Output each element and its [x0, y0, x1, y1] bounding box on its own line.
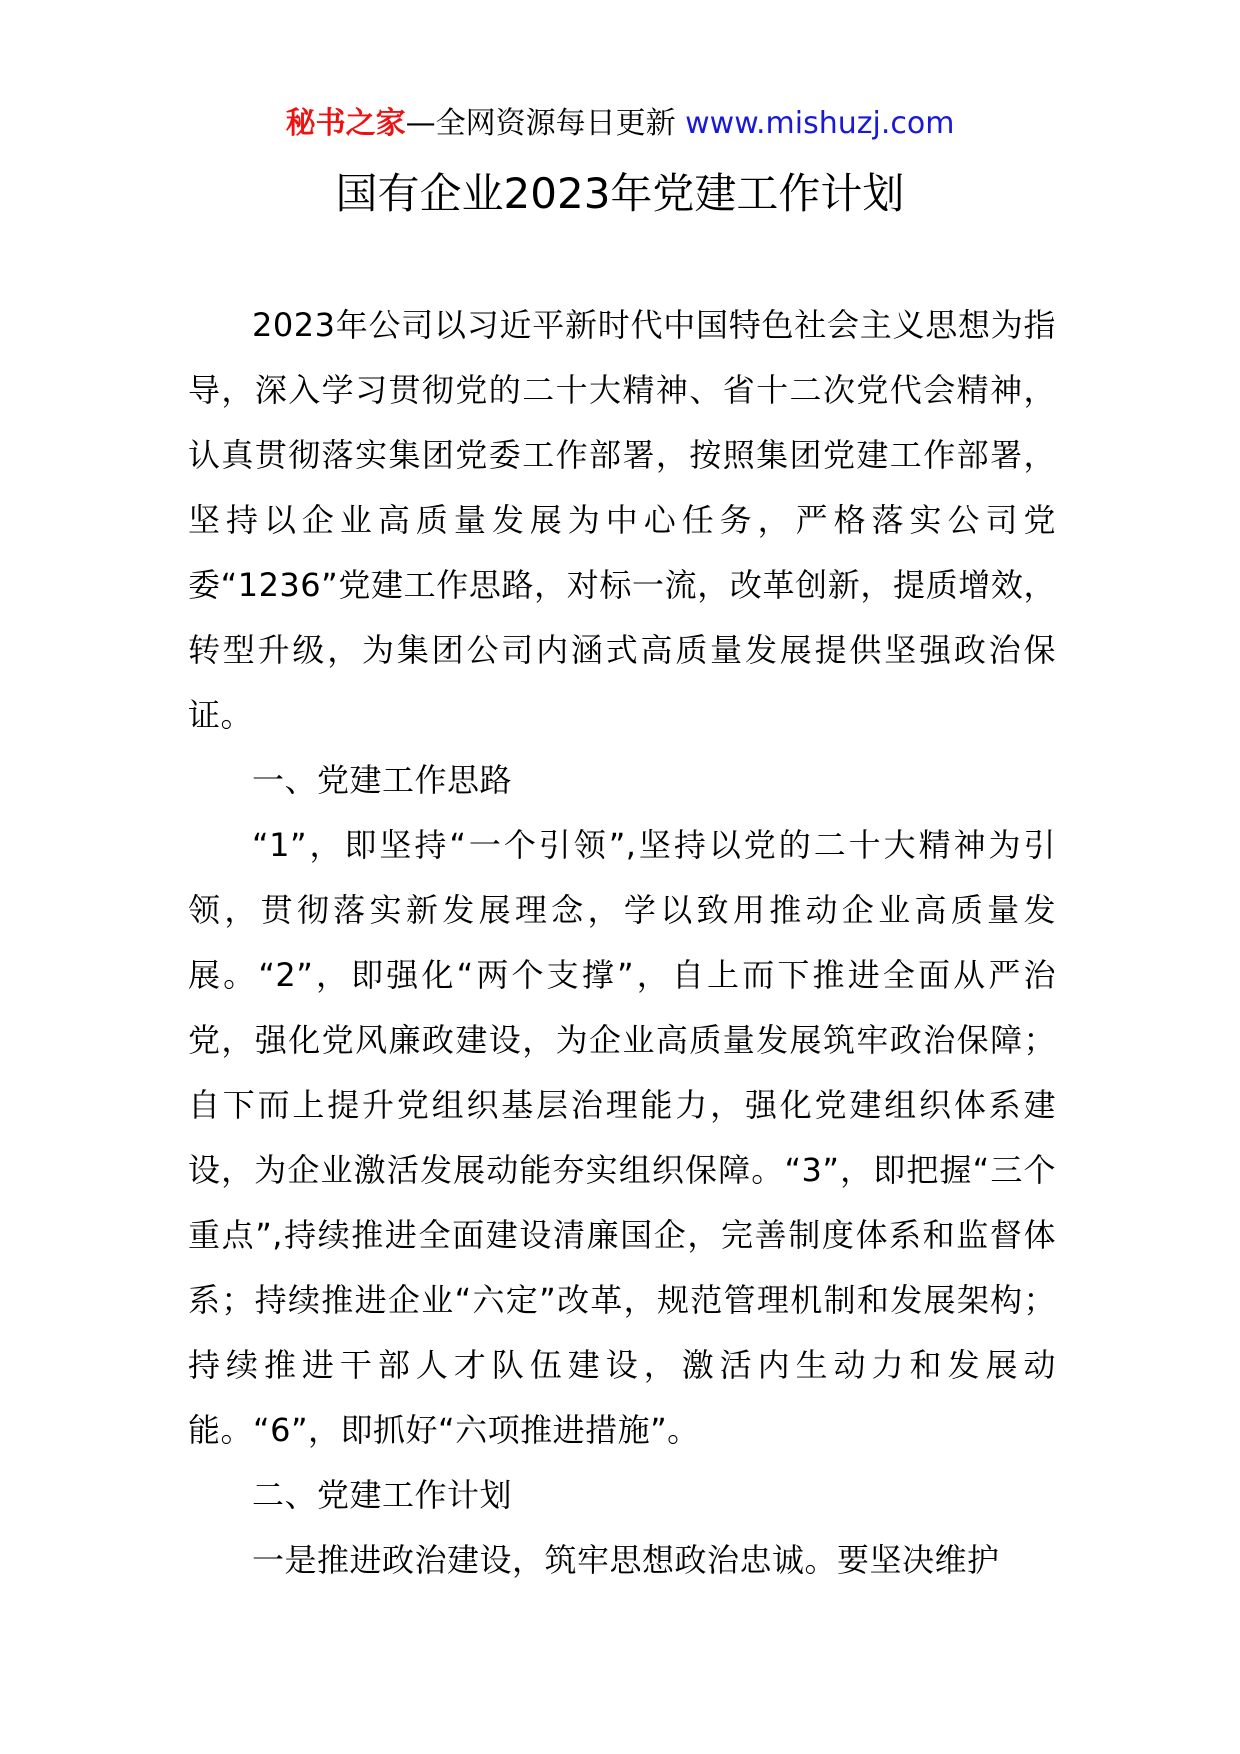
site-url: www.mishuzj.com [685, 106, 955, 141]
site-slogan: —全网资源每日更新 [405, 106, 676, 141]
section-1-paragraph: “1”，即坚持“一个引领”,坚持以党的二十大精神为引领，贯彻落实新发展理念，学以致用推动企业高质量发展。“2”，即强化“两个支撑”，自上而下推进全面从严治党，强化党风廉政建设，为企业高质量发展筑牢政治保障；自下而上提升党组织基层治理能力，强化党建组织体系建设，为企业激活发展动能夯实组织保障。“3”，即把握“三个重点”,持续推进全面建设清廉国企，完善制度体系和监督体系；持续推进企业“六定”改革，规范管理机制和发展架构；持续推进干部人才队伍建设，激活内生动力和发展动能。“6”，即抓好“六项推进措施”。 [188, 826, 1056, 1449]
document-title: 国有企业2023年党建工作计划 [335, 169, 905, 218]
site-header [0, 104, 1240, 144]
intro-paragraph: 2023年公司以习近平新时代中国特色社会主义思想为指导，深入学习贯彻党的二十大精神、省十二次党代会精神，认真贯彻落实集团党委工作部署，按照集团党建工作部署，坚持以企业高质量发展为中心任务，严格落实公司党委“1236”党建工作思路，对标一流，改革创新，提质增效，转型升级，为集团公司内涵式高质量发展提供坚强政治保证。 [188, 306, 1056, 734]
brand-name: 秘书之家 [285, 106, 406, 141]
section-2-paragraph: 一是推进政治建设，筑牢思想政治忠诚。要坚决维护 [252, 1541, 1000, 1579]
section-heading-1: 一、党建工作思路 [252, 761, 513, 799]
section-heading-2: 二、党建工作计划 [252, 1476, 513, 1514]
document-body [188, 293, 1056, 1593]
